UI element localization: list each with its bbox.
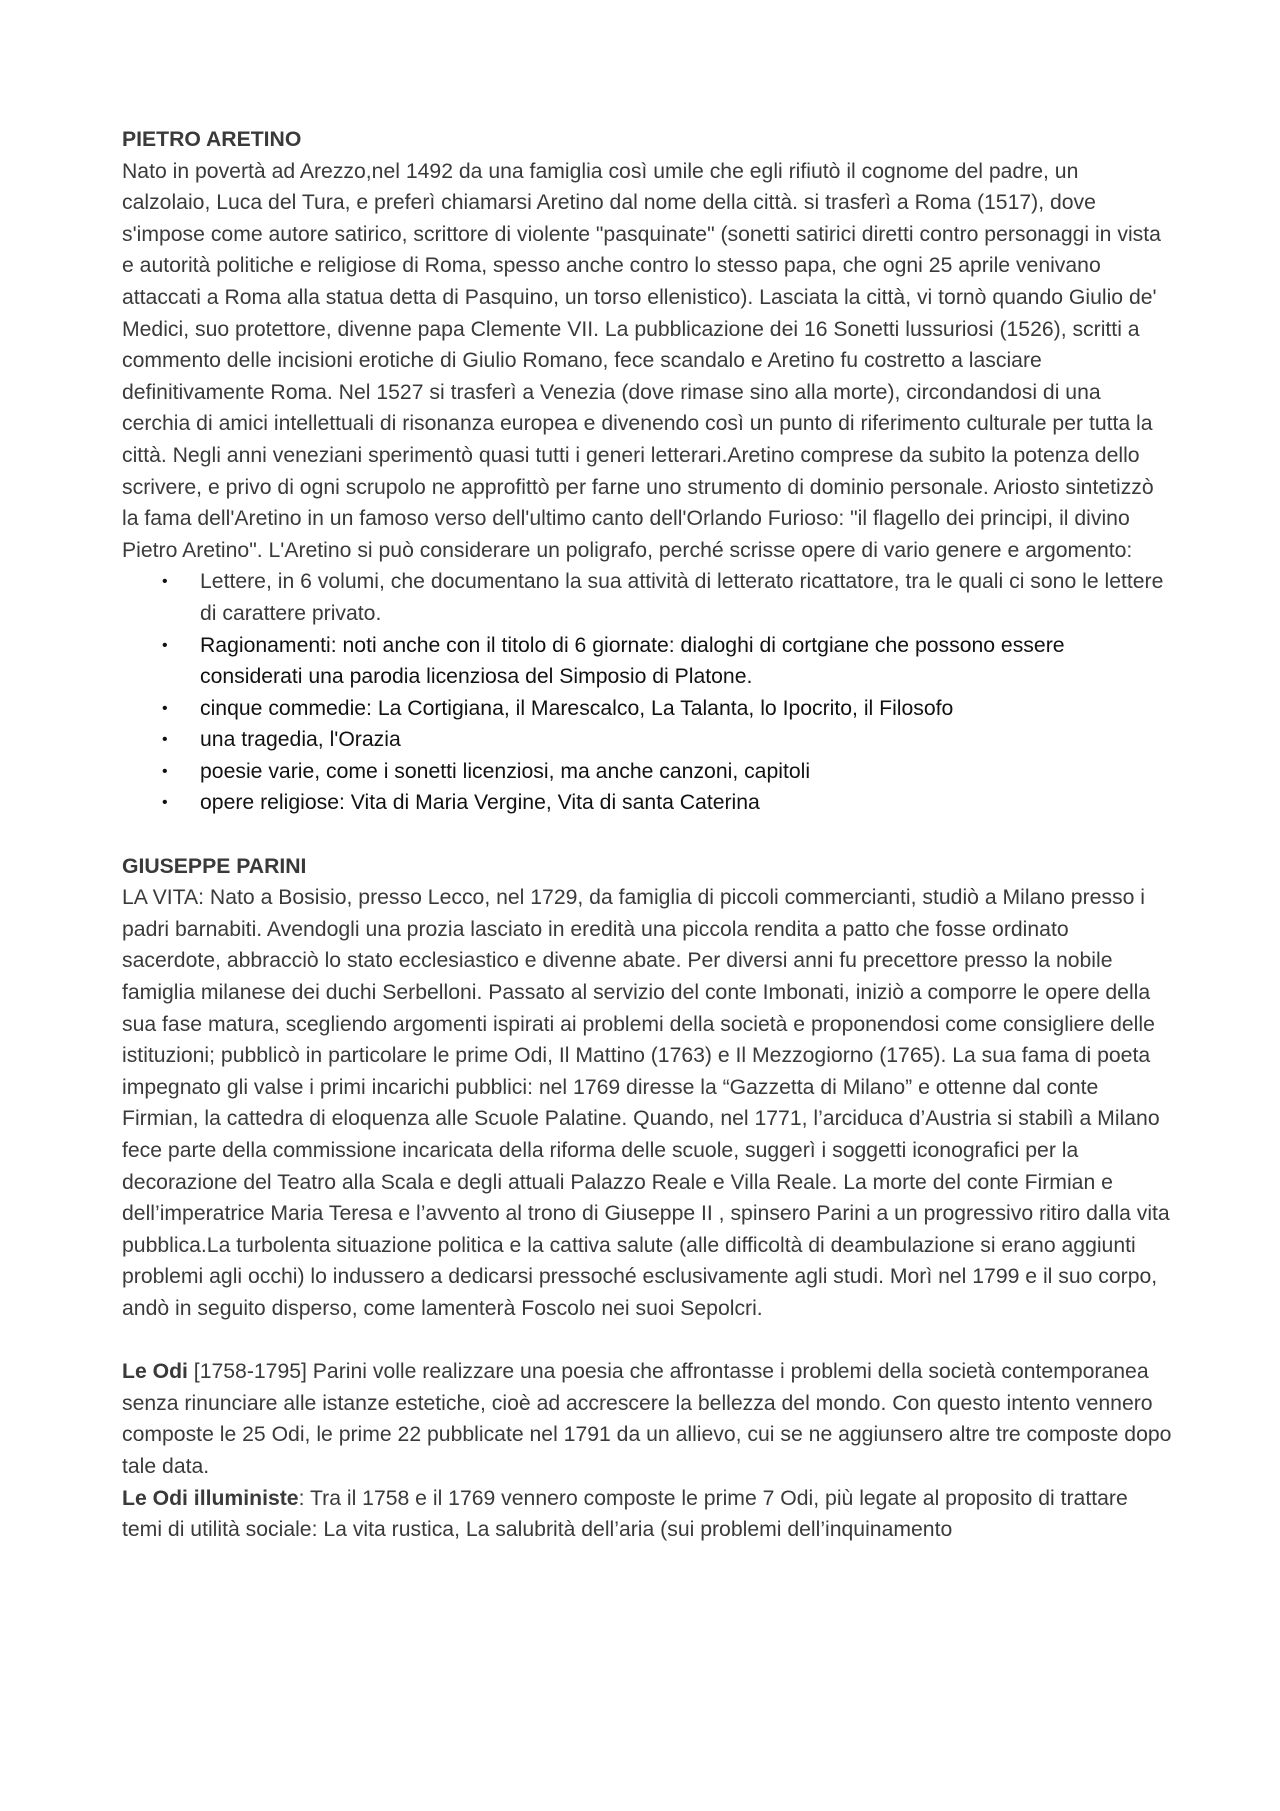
odi-illuministe-label: Le Odi illuministe bbox=[122, 1486, 299, 1510]
bullet-icon: • bbox=[162, 762, 168, 780]
bullet-icon: • bbox=[162, 573, 168, 591]
heading-parini: GIUSEPPE PARINI bbox=[122, 854, 307, 878]
parini-vita: LA VITA: Nato a Bosisio, presso Lecco, nel 1729, da famiglia di piccoli commercianti, studiò a Milano presso i padri barnabiti. Avendogli una prozia lasciato in eredità una piccola rendita a patto che fosse ordinato sacerdote, abbracciò lo stato ecclesiastico e divenne abate. Per diversi anni fu precettore presso la nobile famiglia milanese dei duchi Serbelloni. Passato al servizio del conte Imbonati, iniziò a comporre le opere della sua fase matura, scegliendo argomenti ispirati ai problemi della società e proponendosi come consigliere delle istituzioni; pubblicò in particolare le prime Odi, Il Mattino (1763) e Il Mezzogiorno (1765). La sua fama di poeta impegnato gli valse i primi incarichi pubblici: nel 1769 diresse la “Gazzetta di Milano” e ottenne dal conte Firmian, la cattedra di eloquenza alle Scuole Palatine. Quando, nel 1771, l’arciduca d’Austria si stabilì a Milano fece parte della commissione incaricata della riforma delle scuole, suggerì i soggetti iconografici per la decorazione del Teatro alla Scala e degli attuali Palazzo Reale e Villa Reale. La morte del conte Firmian e dell’imperatrice Maria Teresa e l’avvento al trono di Giuseppe II , spinsero Parini a un progressivo ritiro dalla vita pubblica.La turbolenta situazione politica e la cattiva salute (alle difficoltà di deambulazione si erano aggiunti problemi agli occhi) lo indussero a dedicarsi pressoché esclusivamente agli studi. Morì nel 1799 e il suo corpo, andò in seguito disperso, come lamenterà Foscolo nei suoi Sepolcri. bbox=[122, 886, 1170, 1320]
parini-odi-illuministe-paragraph bbox=[122, 1483, 1172, 1546]
list-item-text: poesie varie, come i sonetti licenziosi, ma anche canzoni, capitoli bbox=[200, 759, 811, 783]
odi-text: [1758-1795] Parini volle realizzare una poesia che affrontasse i problemi della società contemporanea senza rinunciare alle istanze estetiche, cioè ad accrescere la bellezza del mondo. Con questo intento vennero composte le 25 Odi, le prime 22 pubblicate nel 1791 da un allievo, cui se ne aggiunsero altre tre composte dopo tale data. bbox=[122, 1360, 1172, 1478]
section-parini bbox=[122, 851, 1172, 1546]
bullet-icon: • bbox=[162, 794, 168, 812]
document-content bbox=[122, 124, 1172, 1546]
list-item bbox=[122, 787, 1172, 819]
paragraph-spacer bbox=[122, 819, 1172, 851]
list-item bbox=[122, 630, 1172, 693]
bullet-icon: • bbox=[162, 636, 168, 654]
bullet-icon: • bbox=[162, 699, 168, 717]
bullet-icon: • bbox=[162, 731, 168, 749]
list-item bbox=[122, 756, 1172, 788]
list-item-text: cinque commedie: La Cortigiana, il Marescalco, La Talanta, lo Ipocrito, il Filosofo bbox=[200, 696, 954, 720]
parini-odi-paragraph bbox=[122, 1356, 1172, 1482]
section-aretino bbox=[122, 124, 1172, 819]
list-item bbox=[122, 724, 1172, 756]
heading-aretino: PIETRO ARETINO bbox=[122, 128, 302, 151]
list-item-text: opere religiose: Vita di Maria Vergine, Vita di santa Caterina bbox=[200, 791, 760, 815]
list-item-text: Ragionamenti: noti anche con il titolo di 6 giornate: dialoghi di cortgiane che possono essere considerati una parodia licenziosa del Simposio di Platone. bbox=[200, 633, 1065, 689]
list-item-text: una tragedia, l'Orazia bbox=[200, 728, 401, 752]
list-item bbox=[122, 566, 1172, 629]
list-item bbox=[122, 693, 1172, 725]
list-item-text: Lettere, in 6 volumi, che documentano la sua attività di letterato ricattatore, tra le quali ci sono le lettere di carattere privato. bbox=[200, 570, 1164, 625]
aretino-works-list bbox=[122, 566, 1172, 819]
odi-label: Le Odi bbox=[122, 1360, 188, 1384]
odi-illuministe-text: : Tra il 1758 e il 1769 vennero composte le prime 7 Odi, più legate al proposito di trattare temi di utilità sociale: La vita rustica, La salubrità dell’aria (sui problemi dell’inquinamento bbox=[122, 1486, 1128, 1542]
paragraph-spacer bbox=[122, 1325, 1172, 1357]
aretino-body: Nato in povertà ad Arezzo,nel 1492 da una famiglia così umile che egli rifiutò il cognome del padre, un calzolaio, Luca del Tura, e preferì chiamarsi Aretino dal nome della città. si trasferì a Roma (1517), dove s'impose come autore satirico, scrittore di violente "pasquinate" (sonetti satirici diretti contro personaggi in vista e autorità politiche e religiose di Roma, spesso anche contro lo stesso papa, che ogni 25 aprile venivano attaccati a Roma alla statua detta di Pasquino, un torso ellenistico). Lasciata la città, vi tornò quando Giulio de' Medici, suo protettore, divenne papa Clemente VII. La pubblicazione dei 16 Sonetti lussuriosi (1526), scritti a commento delle incisioni erotiche di Giulio Romano, fece scandalo e Aretino fu costretto a lasciare definitivamente Roma. Nel 1527 si trasferì a Venezia (dove rimase sino alla morte), circondandosi di una cerchia di amici intellettuali di risonanza europea e divenendo così un punto di riferimento culturale per tutta la città. Negli anni veneziani sperimentò quasi tutti i generi letterari.Aretino comprese da subito la potenza dello scrivere, e privo di ogni scrupolo ne approfittò per farne uno strumento di dominio personale. Ariosto sintetizzò la fama dell'Aretino in un famoso verso dell'ultimo canto dell'Orlando Furioso: "il flagello dei principi, il divino Pietro Aretino". L'Aretino si può considerare un poligrafo, perché scrisse opere di vario genere e argomento: bbox=[122, 159, 1161, 562]
